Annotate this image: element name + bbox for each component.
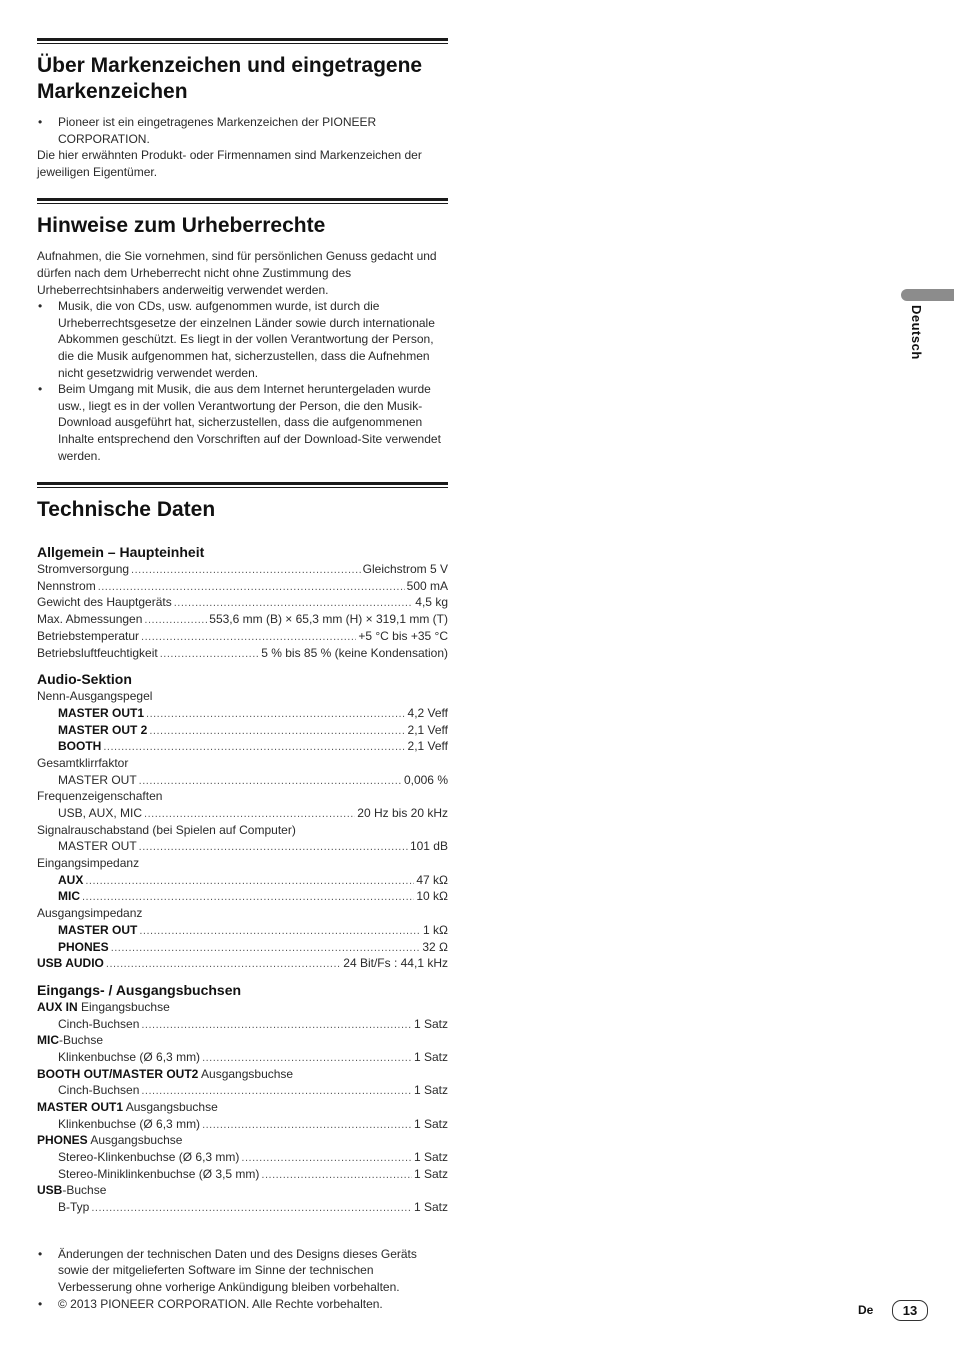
spec-group-label: Signalrauschabstand (bei Spielen auf Computer) (37, 822, 296, 837)
io-heading: Eingangs- / Ausgangsbuchsen (37, 981, 242, 998)
spec-row: MASTER OUT ..... 101 dB (37, 838, 448, 855)
spec-row: Cinch-Buchsen ..... 1 Satz (37, 1082, 448, 1099)
trademarks-bullets (37, 114, 448, 147)
spec-row: PHONES ..... 32 Ω (37, 939, 448, 956)
list-item: • Änderungen der technischen Daten und des Designs dieses Geräts sowie der mitgelieferten Software im Sinne der technischen Verbesserung ohne vorherige Ankündigung bleiben vorbehalten. (37, 1246, 448, 1296)
spec-row: Gewicht des Hauptgeräts ..... 4,5 kg (37, 594, 448, 611)
section-rule (37, 203, 448, 204)
spec-group-label: MASTER OUT1 Ausgangsbuchse (37, 1100, 218, 1115)
copyright-title: Hinweise zum Urheberrechte (37, 214, 326, 238)
spec-row: MIC ..... 10 kΩ (37, 888, 448, 905)
io-specs (37, 999, 448, 1216)
spec-group-label: Gesamtklirrfaktor (37, 755, 129, 770)
spec-row: MASTER OUT 2 ..... 2,1 Veff (37, 722, 448, 739)
general-specs (37, 561, 448, 661)
footer-language: De (858, 1303, 874, 1317)
spec-row: Stromversorgung ..... Gleichstrom 5 V (37, 561, 448, 578)
spec-row: Klinkenbuchse (Ø 6,3 mm) ..... 1 Satz (37, 1049, 448, 1066)
language-tab-label: Deutsch (909, 305, 924, 360)
spec-group-label: BOOTH OUT/MASTER OUT2 Ausgangsbuchse (37, 1066, 294, 1081)
spec-group-label: Nenn-Ausgangspegel (37, 689, 153, 704)
spec-row: Nennstrom ..... 500 mA (37, 578, 448, 595)
section-rule (37, 487, 448, 488)
spec-row: Betriebsluftfeuchtigkeit ..... 5 % bis 85 % (keine Kondensation) (37, 645, 448, 662)
section-rule (37, 43, 448, 44)
copyright-bullets (37, 298, 448, 464)
spec-group-label: MIC-Buchse (37, 1033, 104, 1048)
list-item: • Musik, die von CDs, usw. aufgenommen wurde, ist durch die Urheberrechtsgesetze der einzelnen Länder sowie durch internationale Abkommen geschützt. Es liegt in der vollen Verantwortung der Person, die die Musik aufgenommen hat, sicherzustellen, dass die Aufnehmen nicht gesetzwidrig verwendet werden. (37, 298, 448, 381)
list-item: • © 2013 PIONEER CORPORATION. Alle Rechte vorbehalten. (37, 1296, 448, 1313)
audio-specs (37, 688, 448, 972)
spec-row: MASTER OUT1 ..... 4,2 Veff (37, 705, 448, 722)
trademarks-title: Über Markenzeichen und eingetragene Markenzeichen (37, 54, 423, 103)
copyright-text: Aufnahmen, die Sie vornehmen, sind für persönlichen Genuss gedacht und dürfen nach dem Urheberrecht nicht ohne Zustimmung des Urheberrechtsinhabers anderweitig verwendet werden. (37, 249, 437, 297)
spec-row: AUX ..... 47 kΩ (37, 872, 448, 889)
spec-group-label: USB-Buchse (37, 1183, 107, 1198)
audio-heading: Audio-Sektion (37, 671, 132, 688)
specs-title: Technische Daten (37, 498, 216, 522)
spec-group-label: PHONES Ausgangsbuchse (37, 1133, 183, 1148)
language-tab (901, 289, 954, 301)
spec-row: Cinch-Buchsen ..... 1 Satz (37, 1016, 448, 1033)
spec-group-label: Frequenzeigenschaften (37, 789, 163, 804)
spec-row: Stereo-Miniklinkenbuchse (Ø 3,5 mm) ..... 1 Satz (37, 1166, 448, 1183)
general-heading: Allgemein – Haupteinheit (37, 544, 205, 561)
section-rule (37, 482, 448, 485)
spec-row: BOOTH ..... 2,1 Veff (37, 738, 448, 755)
spec-row: Stereo-Klinkenbuchse (Ø 6,3 mm) ..... 1 Satz (37, 1149, 448, 1166)
spec-group-label: Ausgangsimpedanz (37, 906, 143, 921)
spec-row: USB AUDIO ..... 24 Bit/Fs : 44,1 kHz (37, 955, 448, 972)
list-item: • Pioneer ist ein eingetragenes Markenzeichen der PIONEER CORPORATION. (37, 114, 448, 147)
section-rule (37, 198, 448, 201)
trademarks-text: Die hier erwähnten Produkt- oder Firmennamen sind Markenzeichen der jeweiligen Eigentümer. (37, 148, 422, 179)
spec-row: MASTER OUT ..... 0,006 % (37, 772, 448, 789)
page-number: 13 (892, 1300, 928, 1321)
content-column (37, 38, 448, 1312)
specs-notes (37, 1246, 448, 1312)
spec-row: Max. Abmessungen ..... 553,6 mm (B) × 65,3 mm (H) × 319,1 mm (T) (37, 611, 448, 628)
spec-row: USB, AUX, MIC ..... 20 Hz bis 20 kHz (37, 805, 448, 822)
section-rule (37, 38, 448, 41)
spec-row: B-Typ ..... 1 Satz (37, 1199, 448, 1216)
spec-row: MASTER OUT ..... 1 kΩ (37, 922, 448, 939)
spec-group-label: AUX IN Eingangsbuchse (37, 999, 170, 1014)
spec-row: Klinkenbuchse (Ø 6,3 mm) ..... 1 Satz (37, 1116, 448, 1133)
list-item: • Beim Umgang mit Musik, die aus dem Internet heruntergeladen wurde usw., liegt es in der vollen Verantwortung der Person, die den Musik-Download ausgeführt hat, sicherzustellen, dass die aufgenommenen Inhalte entsprechend den Vorschriften auf der Download-Site verwendet werden. (37, 381, 448, 464)
spec-group-label: Eingangsimpedanz (37, 856, 140, 871)
spec-row: Betriebstemperatur ..... +5 °C bis +35 °C (37, 628, 448, 645)
